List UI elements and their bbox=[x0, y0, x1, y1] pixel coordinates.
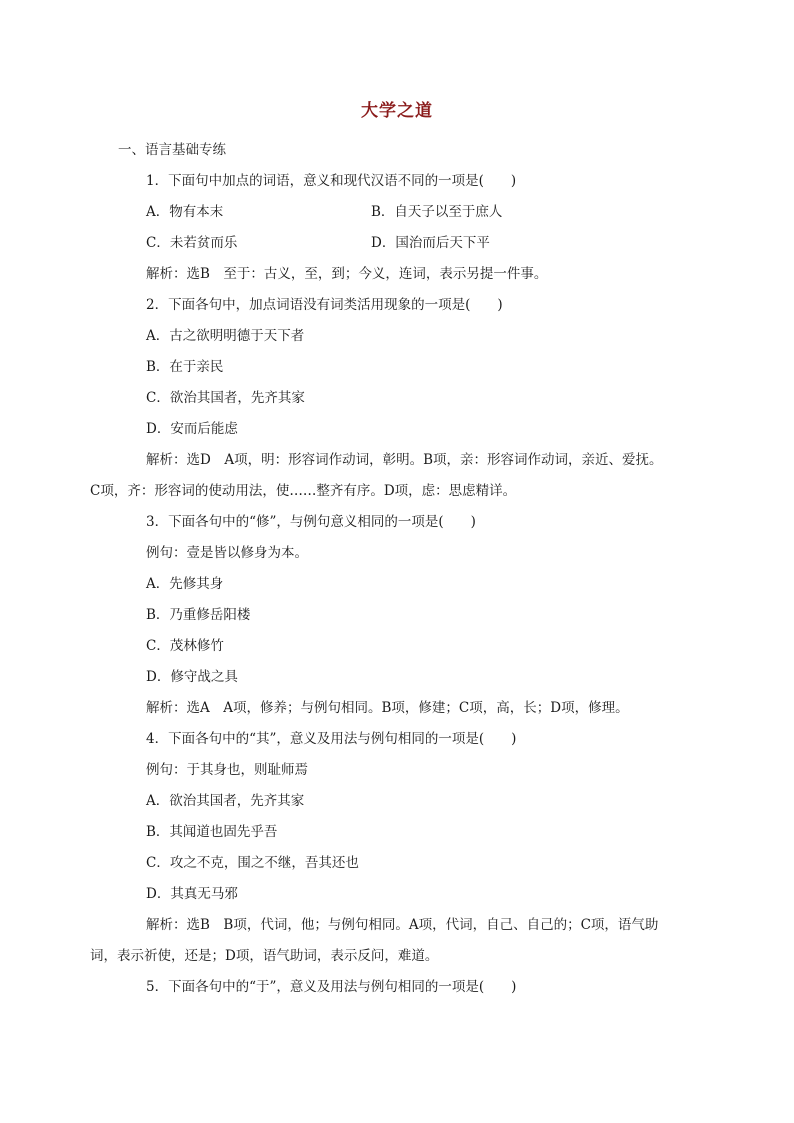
question-2-analysis-line-2: C项，齐：形容词的使动用法，使……整齐有序。D项，虑：思虑精详。 bbox=[90, 483, 517, 499]
q4-option-a: A．欲治其国者，先齐其家 bbox=[146, 793, 305, 809]
q3-option-c: C．茂林修竹 bbox=[146, 638, 224, 654]
section-heading: 一、语言基础专练 bbox=[118, 142, 226, 158]
question-4-analysis-line-2: 词，表示祈使，还是；D项，语气助词，表示反问，难道。 bbox=[90, 948, 439, 964]
q1-option-d: D．国治而后天下平 bbox=[371, 235, 490, 251]
question-2-analysis-line-1: 解析：选D A项，明：形容词作动词，彰明。B项，亲：形容词作动词，亲近、爱抚。 bbox=[146, 452, 663, 468]
question-2-stem: 2．下面各句中，加点词语没有词类活用现象的一项是( ) bbox=[146, 297, 503, 313]
q4-option-b: B．其闻道也固先乎吾 bbox=[146, 824, 278, 840]
q1-option-a: A．物有本末 bbox=[146, 204, 224, 220]
question-5-stem: 5．下面各句中的“于”，意义及用法与例句相同的一项是( ) bbox=[146, 979, 517, 995]
question-4-analysis-line-1: 解析：选B B项，代词，他；与例句相同。A项，代词，自己、自己的；C项，语气助 bbox=[146, 917, 659, 933]
question-4-example: 例句：于其身也，则耻师焉 bbox=[146, 762, 308, 778]
q3-option-d: D．修守战之具 bbox=[146, 669, 238, 685]
question-4-stem: 4．下面各句中的“其”，意义及用法与例句相同的一项是( ) bbox=[146, 731, 517, 747]
q3-option-b: B．乃重修岳阳楼 bbox=[146, 607, 251, 623]
q1-option-c: C．未若贫而乐 bbox=[146, 235, 238, 251]
question-1-stem: 1．下面句中加点的词语，意义和现代汉语不同的一项是( ) bbox=[146, 173, 517, 189]
q2-option-c: C．欲治其国者，先齐其家 bbox=[146, 390, 305, 406]
question-3-example: 例句：壹是皆以修身为本。 bbox=[146, 545, 308, 561]
q2-option-b: B．在于亲民 bbox=[146, 359, 224, 375]
question-3-stem: 3．下面各句中的“修”，与例句意义相同的一项是( ) bbox=[146, 514, 476, 530]
q1-option-b: B．自天子以至于庶人 bbox=[371, 204, 503, 220]
q2-option-a: A．古之欲明明德于天下者 bbox=[146, 328, 305, 344]
question-3-analysis: 解析：选A A项，修养；与例句相同。B项，修建；C项，高，长；D项，修理。 bbox=[146, 700, 629, 716]
exercise-content bbox=[90, 140, 678, 1008]
question-1-options-row-1 bbox=[118, 202, 678, 233]
question-1-analysis: 解析：选B 至于：古义，至，到；今义，连词，表示另提一件事。 bbox=[146, 266, 548, 282]
q4-option-c: C．攻之不克，围之不继，吾其还也 bbox=[146, 855, 359, 871]
q4-option-d: D．其真无马邪 bbox=[146, 886, 238, 902]
page-title: 大学之道 bbox=[361, 101, 433, 121]
q2-option-d: D．安而后能虑 bbox=[146, 421, 238, 437]
q3-option-a: A．先修其身 bbox=[146, 576, 224, 592]
question-1-options-row-2 bbox=[118, 233, 678, 264]
